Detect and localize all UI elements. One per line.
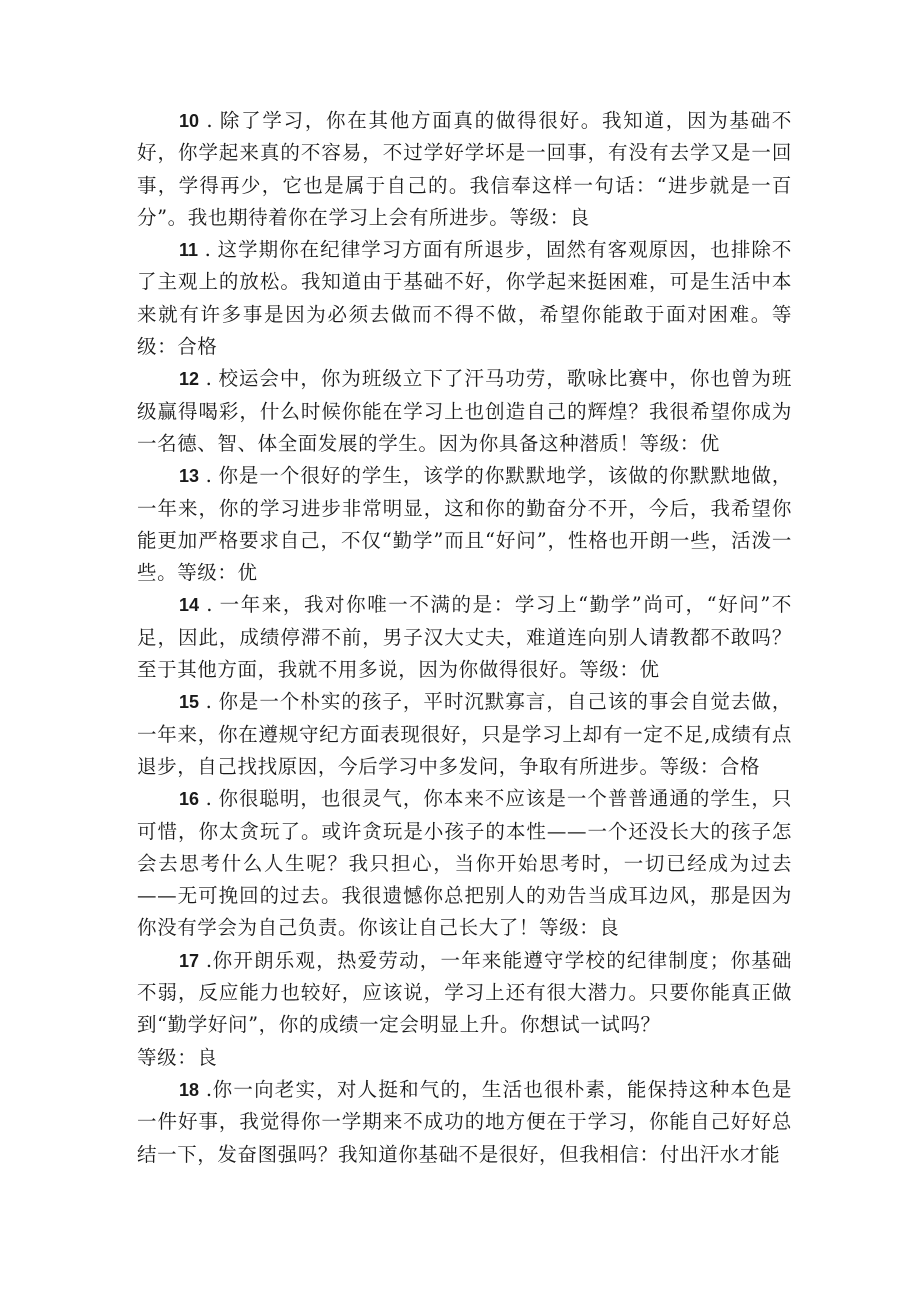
entry-number: 18 <box>179 1079 200 1100</box>
entry-number: 14 <box>179 595 200 616</box>
entry-text: 你开朗乐观，热爱劳动，一年来能遵守学校的纪律制度；你基础不弱，反应能力也较好，应该说，学习上还有很大潜力。只要你能真正做到“勤学好问”，你的成绩一定会明显上升。你想试一试吗？ <box>137 948 792 1037</box>
document-page <box>137 105 792 1171</box>
entry-text: 一年来，我对你唯一不满的是：学习上“勤学”尚可，“好问”不足，因此，成绩停滞不前，男子汉大丈夫，难道连向别人请教都不敢吗？至于其他方面，我就不用多说，因为你做得很好。等级：优 <box>137 593 792 682</box>
comment-entry-13 <box>137 460 792 589</box>
comment-entry-18 <box>137 1074 792 1171</box>
entry-separator: . <box>198 238 218 262</box>
entry-text: 你很聪明，也很灵气，你本来不应该是一个普普通通的学生，只可惜，你太贪玩了。或许贪玩是小孩子的本性——一个还没长大的孩子怎会去思考什么人生呢？我只担心，当你开始思考时，一切已经成为过去——无可挽回的过去。我很遗憾你总把别人的劝告当成耳边风，那是因为你没有学会为自己负责。你该让自己长大了！等级：良 <box>137 787 792 940</box>
entry-separator: . <box>199 787 219 811</box>
entry-grade: 等级：良 <box>137 1045 218 1069</box>
entry-separator: . <box>199 690 219 714</box>
entry-text: 校运会中，你为班级立下了汗马功劳，歌咏比赛中，你也曾为班级赢得喝彩，什么时候你能在学习上也创造自己的辉煌？我很希望你成为一名德、智、体全面发展的学生。因为你具备这种潜质！等级：优 <box>137 367 792 455</box>
entry-text: 你是一个朴实的孩子，平时沉默寡言，自己该的事会自觉去做，一年来，你在遵规守纪方面表现很好，只是学习上却有一定不足,成绩有点退步，自己找找原因，今后学习中多发问，争取有所进步。等级：合格 <box>137 690 792 778</box>
comment-entry-16 <box>137 783 792 944</box>
entry-number: 11 <box>179 240 199 261</box>
comment-entry-11 <box>137 234 792 363</box>
entry-separator: . <box>199 109 220 132</box>
entry-separator: . <box>199 1077 213 1101</box>
entry-text: 你是一个很好的学生，该学的你默默地学，该做的你默默地做，一年来，你的学习进步非常明显，这和你的勤奋分不开，今后，我希望你能更加严格要求自己，不仅“勤学”而且“好问”，性格也开朗一些，活泼一些。等级：优 <box>137 464 792 585</box>
comment-entry-14 <box>137 589 792 686</box>
comment-entry-15 <box>137 686 792 783</box>
comment-entry-10 <box>137 105 792 234</box>
entry-separator: . <box>199 593 220 617</box>
entry-number: 10 <box>179 111 200 131</box>
entry-text: 这学期你在纪律学习方面有所退步，固然有客观原因，也排除不了主观上的放松。我知道由于基础不好，你学起来挺困难，可是生活中本来就有许多事是因为必须去做而不得不做，希望你能敢于面对困难。等级：合格 <box>137 238 792 359</box>
entry-text: 除了学习，你在其他方面真的做得很好。我知道，因为基础不好，你学起来真的不容易，不过学好学坏是一回事，有没有去学又是一回事，学得再少，它也是属于自己的。我信奉这样一句话：“进步就是一百分”。我也期待着你在学习上会有所进步。等级：良 <box>137 109 792 229</box>
entry-separator: . <box>199 948 213 972</box>
entry-number: 12 <box>179 369 200 390</box>
comment-entry-17 <box>137 945 792 1074</box>
entry-separator: . <box>199 367 219 391</box>
entry-number: 15 <box>179 692 200 713</box>
entry-number: 17 <box>179 950 200 971</box>
comment-entry-12 <box>137 363 792 460</box>
entry-number: 13 <box>179 466 200 487</box>
entry-text: 你一向老实，对人挺和气的，生活也很朴素，能保持这种本色是一件好事，我觉得你一学期来不成功的地方便在于学习，你能自己好好总结一下，发奋图强吗？我知道你基础不是很好，但我相信：付出汗水才能 <box>137 1077 792 1166</box>
entry-number: 16 <box>179 789 200 810</box>
entry-separator: . <box>199 464 219 488</box>
